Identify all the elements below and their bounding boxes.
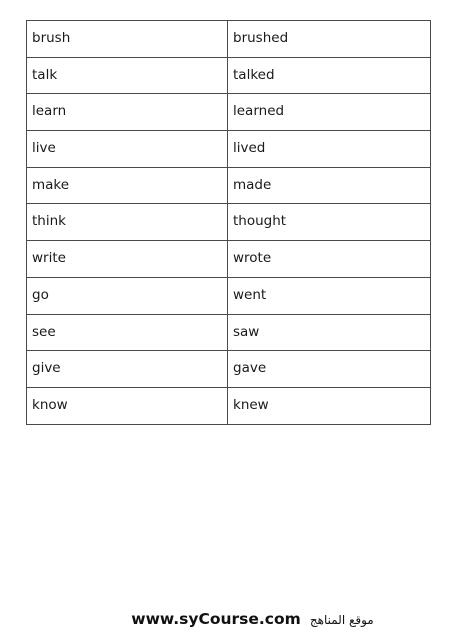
past-verb-cell [228, 21, 431, 58]
past-verb: wrote [233, 250, 272, 267]
past-verb: saw [233, 323, 260, 340]
base-verb: think [32, 213, 66, 230]
table-row [27, 204, 431, 241]
past-verb-cell [228, 241, 431, 278]
past-verb: brushed [233, 30, 289, 46]
base-verb-cell [27, 94, 228, 131]
past-verb-cell [228, 94, 431, 131]
past-verb: talked [233, 66, 275, 83]
base-verb-cell [27, 314, 228, 351]
base-verb: live [32, 140, 56, 157]
past-verb-cell [228, 204, 431, 241]
site-name-arabic: موقع المناهج [309, 613, 374, 627]
site-url: www.syCourse.com [131, 610, 301, 628]
past-verb-cell [228, 131, 431, 168]
base-verb-cell [27, 57, 228, 94]
table-row [27, 57, 431, 94]
table-row [27, 21, 431, 58]
table-row [27, 94, 431, 131]
base-verb-cell [27, 277, 228, 314]
table-row [27, 241, 431, 278]
base-verb-cell [27, 131, 228, 168]
past-verb-cell [228, 167, 431, 204]
table-row [27, 314, 431, 351]
past-verb-cell [228, 387, 431, 424]
past-verb-cell [228, 314, 431, 351]
past-verb-cell [228, 351, 431, 388]
base-verb-cell [27, 387, 228, 424]
base-verb: write [32, 250, 66, 267]
base-verb-cell [27, 167, 228, 204]
base-verb: give [32, 360, 61, 377]
base-verb-cell [27, 204, 228, 241]
verb-table-body [27, 21, 431, 425]
base-verb: see [32, 323, 56, 340]
base-verb: make [32, 176, 70, 193]
base-verb-cell [27, 351, 228, 388]
past-verb: thought [233, 213, 287, 230]
past-verb-cell [228, 57, 431, 94]
base-verb-cell [27, 241, 228, 278]
table-row [27, 387, 431, 424]
past-verb: gave [233, 360, 267, 377]
past-verb: learned [233, 103, 285, 120]
page-footer [0, 609, 453, 628]
base-verb: know [32, 396, 68, 413]
past-verb: lived [233, 140, 266, 157]
table-row [27, 131, 431, 168]
base-verb-cell [27, 21, 228, 58]
past-verb: knew [233, 396, 269, 413]
base-verb: go [32, 286, 49, 303]
base-verb: learn [32, 103, 67, 120]
table-row [27, 167, 431, 204]
table-row [27, 351, 431, 388]
base-verb: brush [32, 30, 71, 46]
base-verb: talk [32, 66, 58, 83]
past-verb-cell [228, 277, 431, 314]
past-verb: went [233, 286, 267, 303]
past-verb: made [233, 176, 272, 193]
table-row [27, 277, 431, 314]
verb-table [26, 20, 431, 425]
